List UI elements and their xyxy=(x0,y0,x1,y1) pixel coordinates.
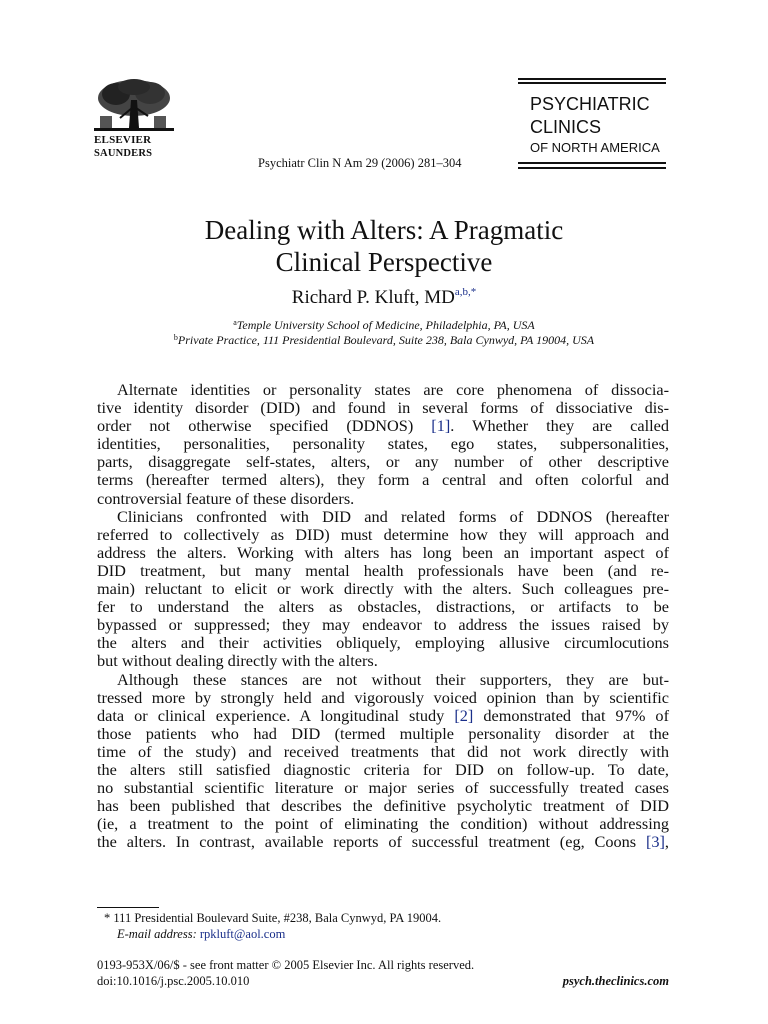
paragraph-1 xyxy=(97,381,669,508)
text-line xyxy=(97,707,669,725)
doi-line[interactable]: doi:10.1016/j.psc.2005.10.010 xyxy=(97,974,250,988)
footnote-email xyxy=(117,927,285,942)
reference-link-1[interactable]: [1] xyxy=(431,416,451,436)
affiliation-b xyxy=(0,333,768,348)
corresponding-author-mark[interactable]: * xyxy=(470,286,477,298)
text-line: has been published that describes the definitive psycholytic treatment of DID xyxy=(97,796,669,816)
affiliation-a-text: Temple University School of Medicine, Philadelphia, PA, USA xyxy=(236,318,535,332)
text-line xyxy=(97,833,669,851)
text-line: terms (hereafter termed alters), they form a central and often colorful and xyxy=(97,470,669,490)
affiliation-b-text: Private Practice, 111 Presidential Boulevard, Suite 238, Bala Cynwyd, PA 19004, USA xyxy=(177,333,595,347)
text-line: but without dealing directly with the alters. xyxy=(97,651,378,671)
author-name: Richard P. Kluft, MD xyxy=(291,287,455,308)
journal-name-line1: PSYCHIATRIC xyxy=(530,94,650,114)
text-line: Although these stances are not without their supporters, they are but- xyxy=(117,669,669,689)
masthead-rule-bottom xyxy=(518,162,666,164)
text-line: address the alters. Working with alters has long been an important aspect of xyxy=(97,542,669,562)
text-run: , xyxy=(664,832,669,852)
text-line: Clinicians confronted with DID and related forms of DDNOS (hereafter xyxy=(117,506,669,526)
paragraph-3 xyxy=(97,671,669,852)
article-title-line2: Clinical Perspective xyxy=(275,247,493,277)
text-line: parts, disaggregate self-states, alters, or any number of other descriptive xyxy=(97,452,669,472)
elsevier-logo xyxy=(94,78,174,159)
tree-icon xyxy=(94,78,174,132)
text-run: demonstrated that 97% of xyxy=(473,705,669,725)
text-line xyxy=(97,417,669,435)
paragraph-2 xyxy=(97,508,669,671)
masthead-rule-top-2 xyxy=(518,82,666,84)
affiliation-b-mark: b xyxy=(173,333,178,342)
text-line: (ie, a treatment to the point of eliminating the condition) without addressing xyxy=(97,814,669,834)
footnote-rule xyxy=(97,907,159,908)
text-line: time of the study) and received treatments that did not work directly with xyxy=(97,741,669,761)
journal-name-line3: OF NORTH AMERICA xyxy=(530,140,660,155)
text-line: tive identity disorder (DID) and found in several forms of dissociative dis- xyxy=(97,398,669,418)
article-title-line1: Dealing with Alters: A Pragmatic xyxy=(204,215,564,245)
author-line xyxy=(0,286,768,309)
text-line: the alters and their activities obliquely, employing allusive circumlocutions xyxy=(97,633,669,653)
text-line: the alters still satisfied diagnostic criteria for DID on follow-up. To date, xyxy=(97,759,669,779)
affiliation-a-mark: a xyxy=(233,318,237,327)
author-affiliation-marks[interactable]: a,b, xyxy=(454,286,471,298)
article-body xyxy=(97,381,669,851)
masthead-rule-top xyxy=(518,78,666,80)
text-line: those patients who had DID (termed multiple personality disorder at the xyxy=(97,723,669,743)
email-label: E-mail address: xyxy=(117,927,197,941)
reference-link-3[interactable]: [3] xyxy=(645,832,665,852)
text-line: main) reluctant to elicit or work directly with the alters. Such colleagues pre- xyxy=(97,579,669,599)
text-line: tressed more by strongly held and vigorously voiced opinion than by scientific xyxy=(97,687,669,707)
text-line: fer to understand the alters as obstacles, distractions, or artifacts to be xyxy=(97,597,669,617)
copyright-line: 0193-953X/06/$ - see front matter © 2005 Elsevier Inc. All rights reserved. xyxy=(97,958,475,972)
publisher-name: ELSEVIER xyxy=(94,134,152,146)
journal-website[interactable]: psych.theclinics.com xyxy=(562,974,669,988)
publisher-imprint: SAUNDERS xyxy=(94,148,153,159)
text-line: referred to collectively as DID) must determine how they will approach and xyxy=(97,524,669,544)
text-line: no substantial scientific literature or major series of successfully treated cases xyxy=(97,778,669,798)
text-run: data or clinical experience. A longitudinal study xyxy=(97,705,455,725)
footnote-address: * 111 Presidential Boulevard Suite, #238, Bala Cynwyd, PA 19004. xyxy=(104,911,442,925)
masthead-rule-bottom-2 xyxy=(518,167,666,169)
reference-link-2[interactable]: [2] xyxy=(454,705,474,725)
text-line: bypassed or suppressed; they may endeavor to address the issues raised by xyxy=(97,615,669,635)
text-run: . Whether they are called xyxy=(450,416,669,436)
journal-name-line2: CLINICS xyxy=(530,117,602,137)
email-link[interactable]: rpkluft@aol.com xyxy=(199,927,286,941)
text-line: DID treatment, but many mental health professionals have been (and re- xyxy=(97,560,669,580)
journal-citation: Psychiatr Clin N Am 29 (2006) 281–304 xyxy=(258,156,462,170)
affiliation-a xyxy=(0,318,768,333)
text-line: Alternate identities or personality states are core phenomena of dissocia- xyxy=(117,380,669,399)
text-run: the alters. In contrast, available reports of successful treatment (eg, Coons xyxy=(97,832,646,852)
text-line: controversial feature of these disorders. xyxy=(97,488,355,508)
text-run: order not otherwise specified (DDNOS) xyxy=(97,416,432,436)
text-line: identities, personalities, personality states, ego states, subpersonalities, xyxy=(97,434,669,454)
